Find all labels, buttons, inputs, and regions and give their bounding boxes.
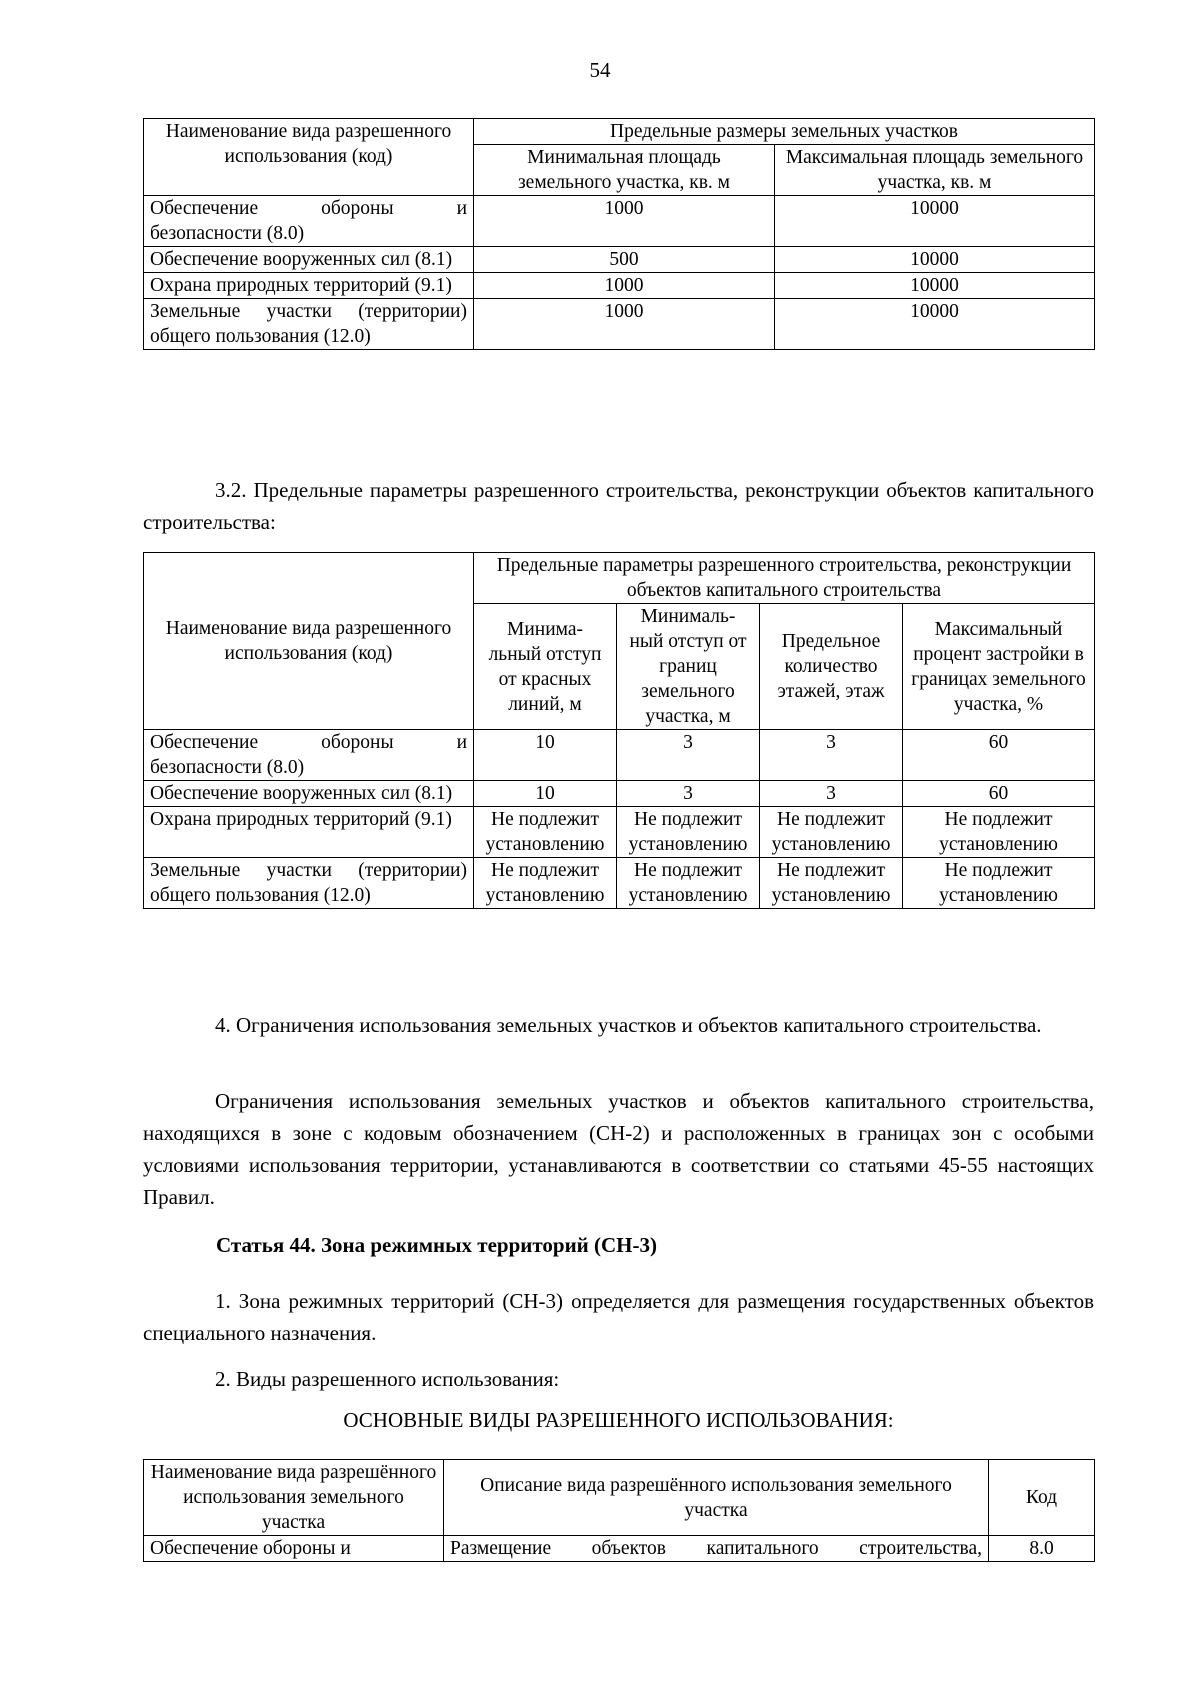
table-row	[144, 858, 1095, 909]
row-c4: Не подлежит установлению	[903, 807, 1095, 858]
row-c3: 3	[760, 730, 903, 781]
row-c2: 3	[617, 781, 760, 807]
row-c3: 3	[760, 781, 903, 807]
row-min: 1000	[474, 273, 775, 299]
header-boundary-offset: Минималь- ный отступ от границ земельного участка, м	[617, 604, 760, 730]
permitted-uses-table	[143, 1459, 1095, 1562]
row-c2: 3	[617, 730, 760, 781]
row-c1: 10	[474, 730, 617, 781]
row-c1: Не подлежит установлению	[474, 807, 617, 858]
table-row	[144, 730, 1095, 781]
header-use-name: Наименование вида разрешённого использования земельного участка	[144, 1460, 444, 1536]
plot-size-table	[143, 118, 1095, 350]
paragraph-1: 1. Зона режимных территорий (СН-3) определяется для размещения государственных объектов специального назначения.	[143, 1289, 1094, 1345]
header-group: Предельные параметры разрешенного строительства, реконструкции объектов капитального строительства	[474, 553, 1095, 604]
row-c1: Не подлежит установлению	[474, 858, 617, 909]
row-c4: 60	[903, 781, 1095, 807]
row-name: Обеспечение обороны и	[144, 1536, 444, 1562]
paragraph-4: 4. Ограничения использования земельных участков и объектов капитального строительства.	[215, 1013, 1042, 1037]
row-min: 1000	[474, 196, 775, 247]
row-name: Обеспечение вооруженных сил (8.1)	[144, 247, 474, 273]
row-c3: Не подлежит установлению	[760, 858, 903, 909]
table-row	[144, 781, 1095, 807]
row-min: 1000	[474, 299, 775, 350]
header-coverage: Максимальный процент застройки в границах земельного участка, %	[903, 604, 1095, 730]
table-row	[144, 247, 1095, 273]
row-c2: Не подлежит установлению	[617, 858, 760, 909]
row-min: 500	[474, 247, 775, 273]
section-caps-heading: ОСНОВНЫЕ ВИДЫ РАЗРЕШЕННОГО ИСПОЛЬЗОВАНИЯ:	[343, 1408, 894, 1432]
paragraph-2: 2. Виды разрешенного использования:	[215, 1367, 560, 1391]
table-row	[144, 273, 1095, 299]
table-row	[144, 1536, 1095, 1562]
row-c4: Не подлежит установлению	[903, 858, 1095, 909]
row-c1: 10	[474, 781, 617, 807]
row-name: Земельные участки (территории) общего пользования (12.0)	[144, 299, 474, 350]
row-name: Обеспечение обороны и безопасности (8.0)	[144, 730, 474, 781]
header-use-description: Описание вида разрешённого использования земельного участка	[444, 1460, 989, 1536]
construction-params-table	[143, 552, 1095, 909]
header-min-area: Минимальная площадь земельного участка, кв. м	[474, 145, 775, 196]
row-c2: Не подлежит установлению	[617, 807, 760, 858]
header-group: Предельные размеры земельных участков	[474, 119, 1095, 145]
table-row	[144, 807, 1095, 858]
header-name: Наименование вида разрешенного использования (код)	[144, 119, 474, 196]
page-number: 54	[589, 58, 611, 82]
header-floors: Предельное количество этажей, этаж	[760, 604, 903, 730]
header-code: Код	[989, 1460, 1095, 1536]
row-name: Охрана природных территорий (9.1)	[144, 273, 474, 299]
row-code: 8.0	[989, 1536, 1095, 1562]
article-heading: Статья 44. Зона режимных территорий (СН-3)	[216, 1233, 657, 1257]
row-c4: 60	[903, 730, 1095, 781]
header-name: Наименование вида разрешенного использования (код)	[144, 553, 474, 730]
table-row	[144, 299, 1095, 350]
row-c3: Не подлежит установлению	[760, 807, 903, 858]
row-name: Обеспечение обороны и безопасности (8.0)	[144, 196, 474, 247]
paragraph-restrictions: Ограничения использования земельных участков и объектов капитального строительства, находящихся в зоне с кодовым обозначением (СН-2) и расположенных в границах зон с особыми условиями использования территории, устанавливаются в соответствии со статьями 45-55 настоящих Правил.	[143, 1089, 1094, 1209]
row-name: Охрана природных территорий (9.1)	[144, 807, 474, 858]
row-name: Земельные участки (территории) общего пользования (12.0)	[144, 858, 474, 909]
row-max: 10000	[775, 273, 1095, 299]
row-max: 10000	[775, 299, 1095, 350]
row-name: Обеспечение вооруженных сил (8.1)	[144, 781, 474, 807]
header-red-line-offset: Минима- льный отступ от красных линий, м	[474, 604, 617, 730]
header-max-area: Максимальная площадь земельного участка, кв. м	[775, 145, 1095, 196]
row-max: 10000	[775, 196, 1095, 247]
row-description: Размещение объектов капитального строительства,	[444, 1536, 989, 1562]
row-max: 10000	[775, 247, 1095, 273]
paragraph-3-2: 3.2. Предельные параметры разрешенного строительства, реконструкции объектов капитального строительства:	[143, 478, 1094, 534]
table-row	[144, 196, 1095, 247]
